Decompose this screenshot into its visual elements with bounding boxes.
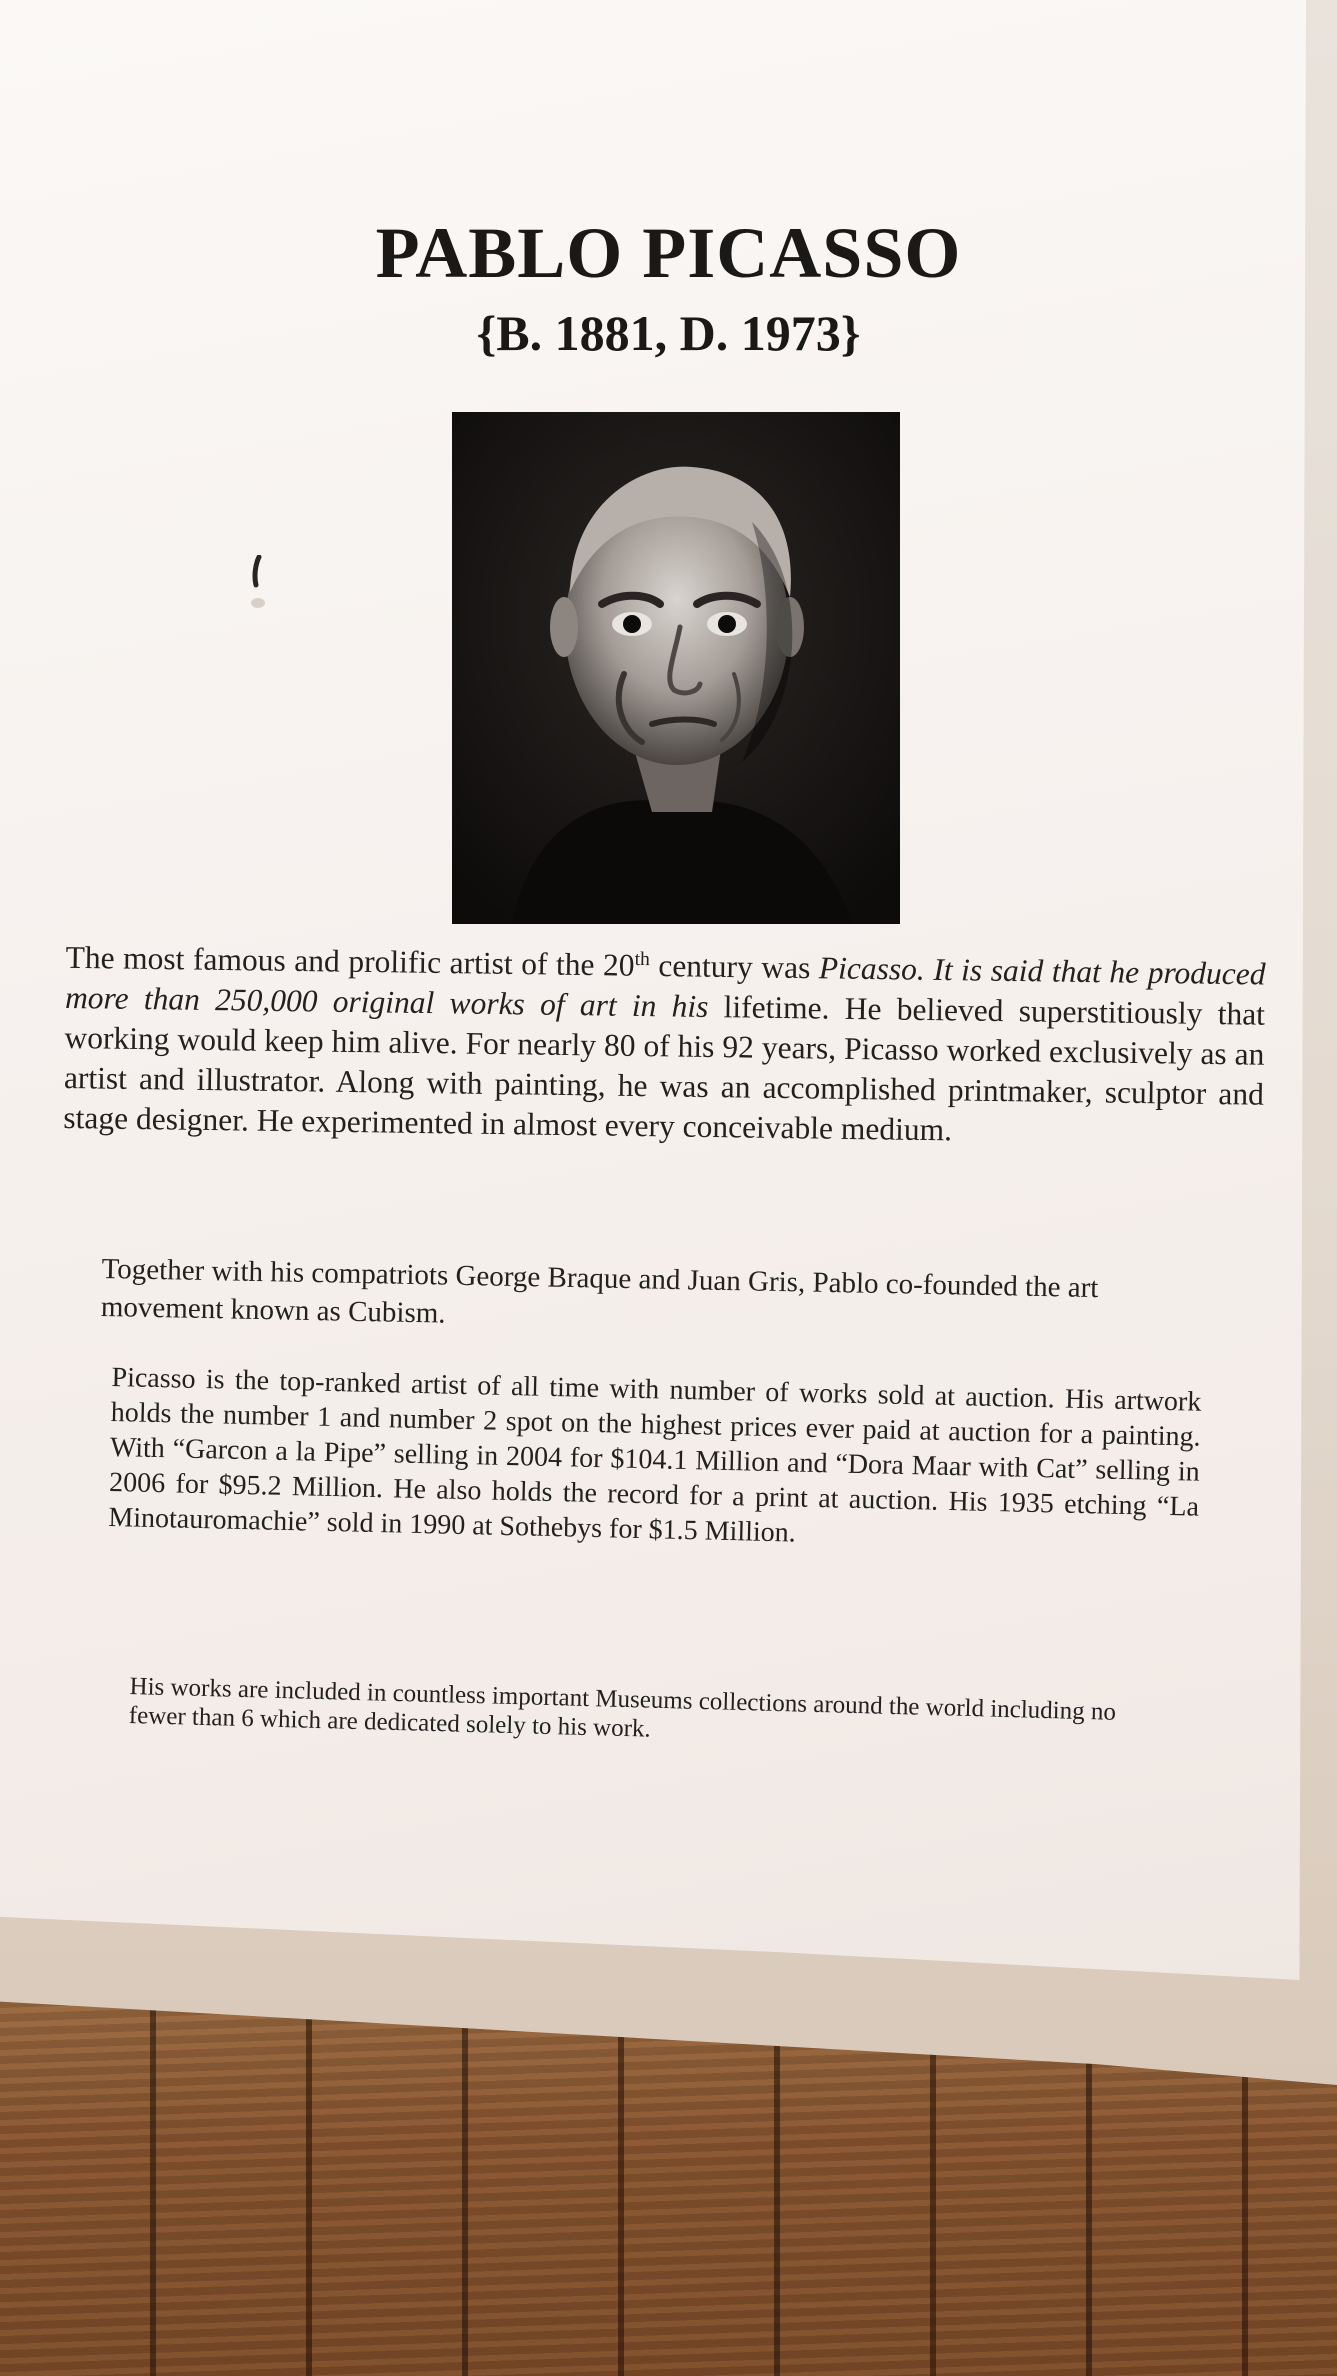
- pin-hole-mark: [250, 555, 268, 615]
- paragraph-auction: Picasso is the top-ranked artist of all time with number of works sold at auction. His artwork holds the number 1 and number 2 spot on the highest prices ever paid at auction for a painting. With “Garcon a la Pipe” selling in 2004 for $104.1 Million and “Dora Maar with Cat” selling in 2006 for $95.2 Million. He also holds the record for a print at auction. His 1935 etching “La Minotauromachie” sold in 1990 at Sothebys for $1.5 Million.: [108, 1361, 1202, 1549]
- intro-text-italic: Picasso. It is said that he produced more than 250,000 original works of art in his: [64, 950, 1266, 1024]
- paragraph-museums: His works are included in countless important Museums collections around the world including no fewer than 6 which are dedicated solely to his work.: [128, 1672, 1117, 1743]
- intro-superscript: th: [634, 948, 651, 971]
- intro-text-middle: century was: [649, 947, 820, 986]
- paragraph-cubism: Together with his compatriots George Braque and Juan Gris, Pablo co-founded the art movement known as Cubism.: [100, 1252, 1099, 1330]
- life-dates-subtitle: {B. 1881, D. 1973}: [476, 305, 861, 361]
- paragraph-intro: [63, 932, 1266, 1154]
- intro-text-end: lifetime. He believed superstitiously that working would keep him alive. For nearly 80 of his 92 years, Picasso worked exclusively as an artist and illustrator. Along with painting, he was an accomplished printmaker, sculptor and stage designer. He experimented in almost every conceivable medium.: [63, 988, 1266, 1148]
- page-title: PABLO PICASSO: [375, 213, 962, 293]
- intro-text-start: The most famous and prolific artist of the 20: [65, 939, 635, 983]
- portrait-photo: [452, 412, 900, 924]
